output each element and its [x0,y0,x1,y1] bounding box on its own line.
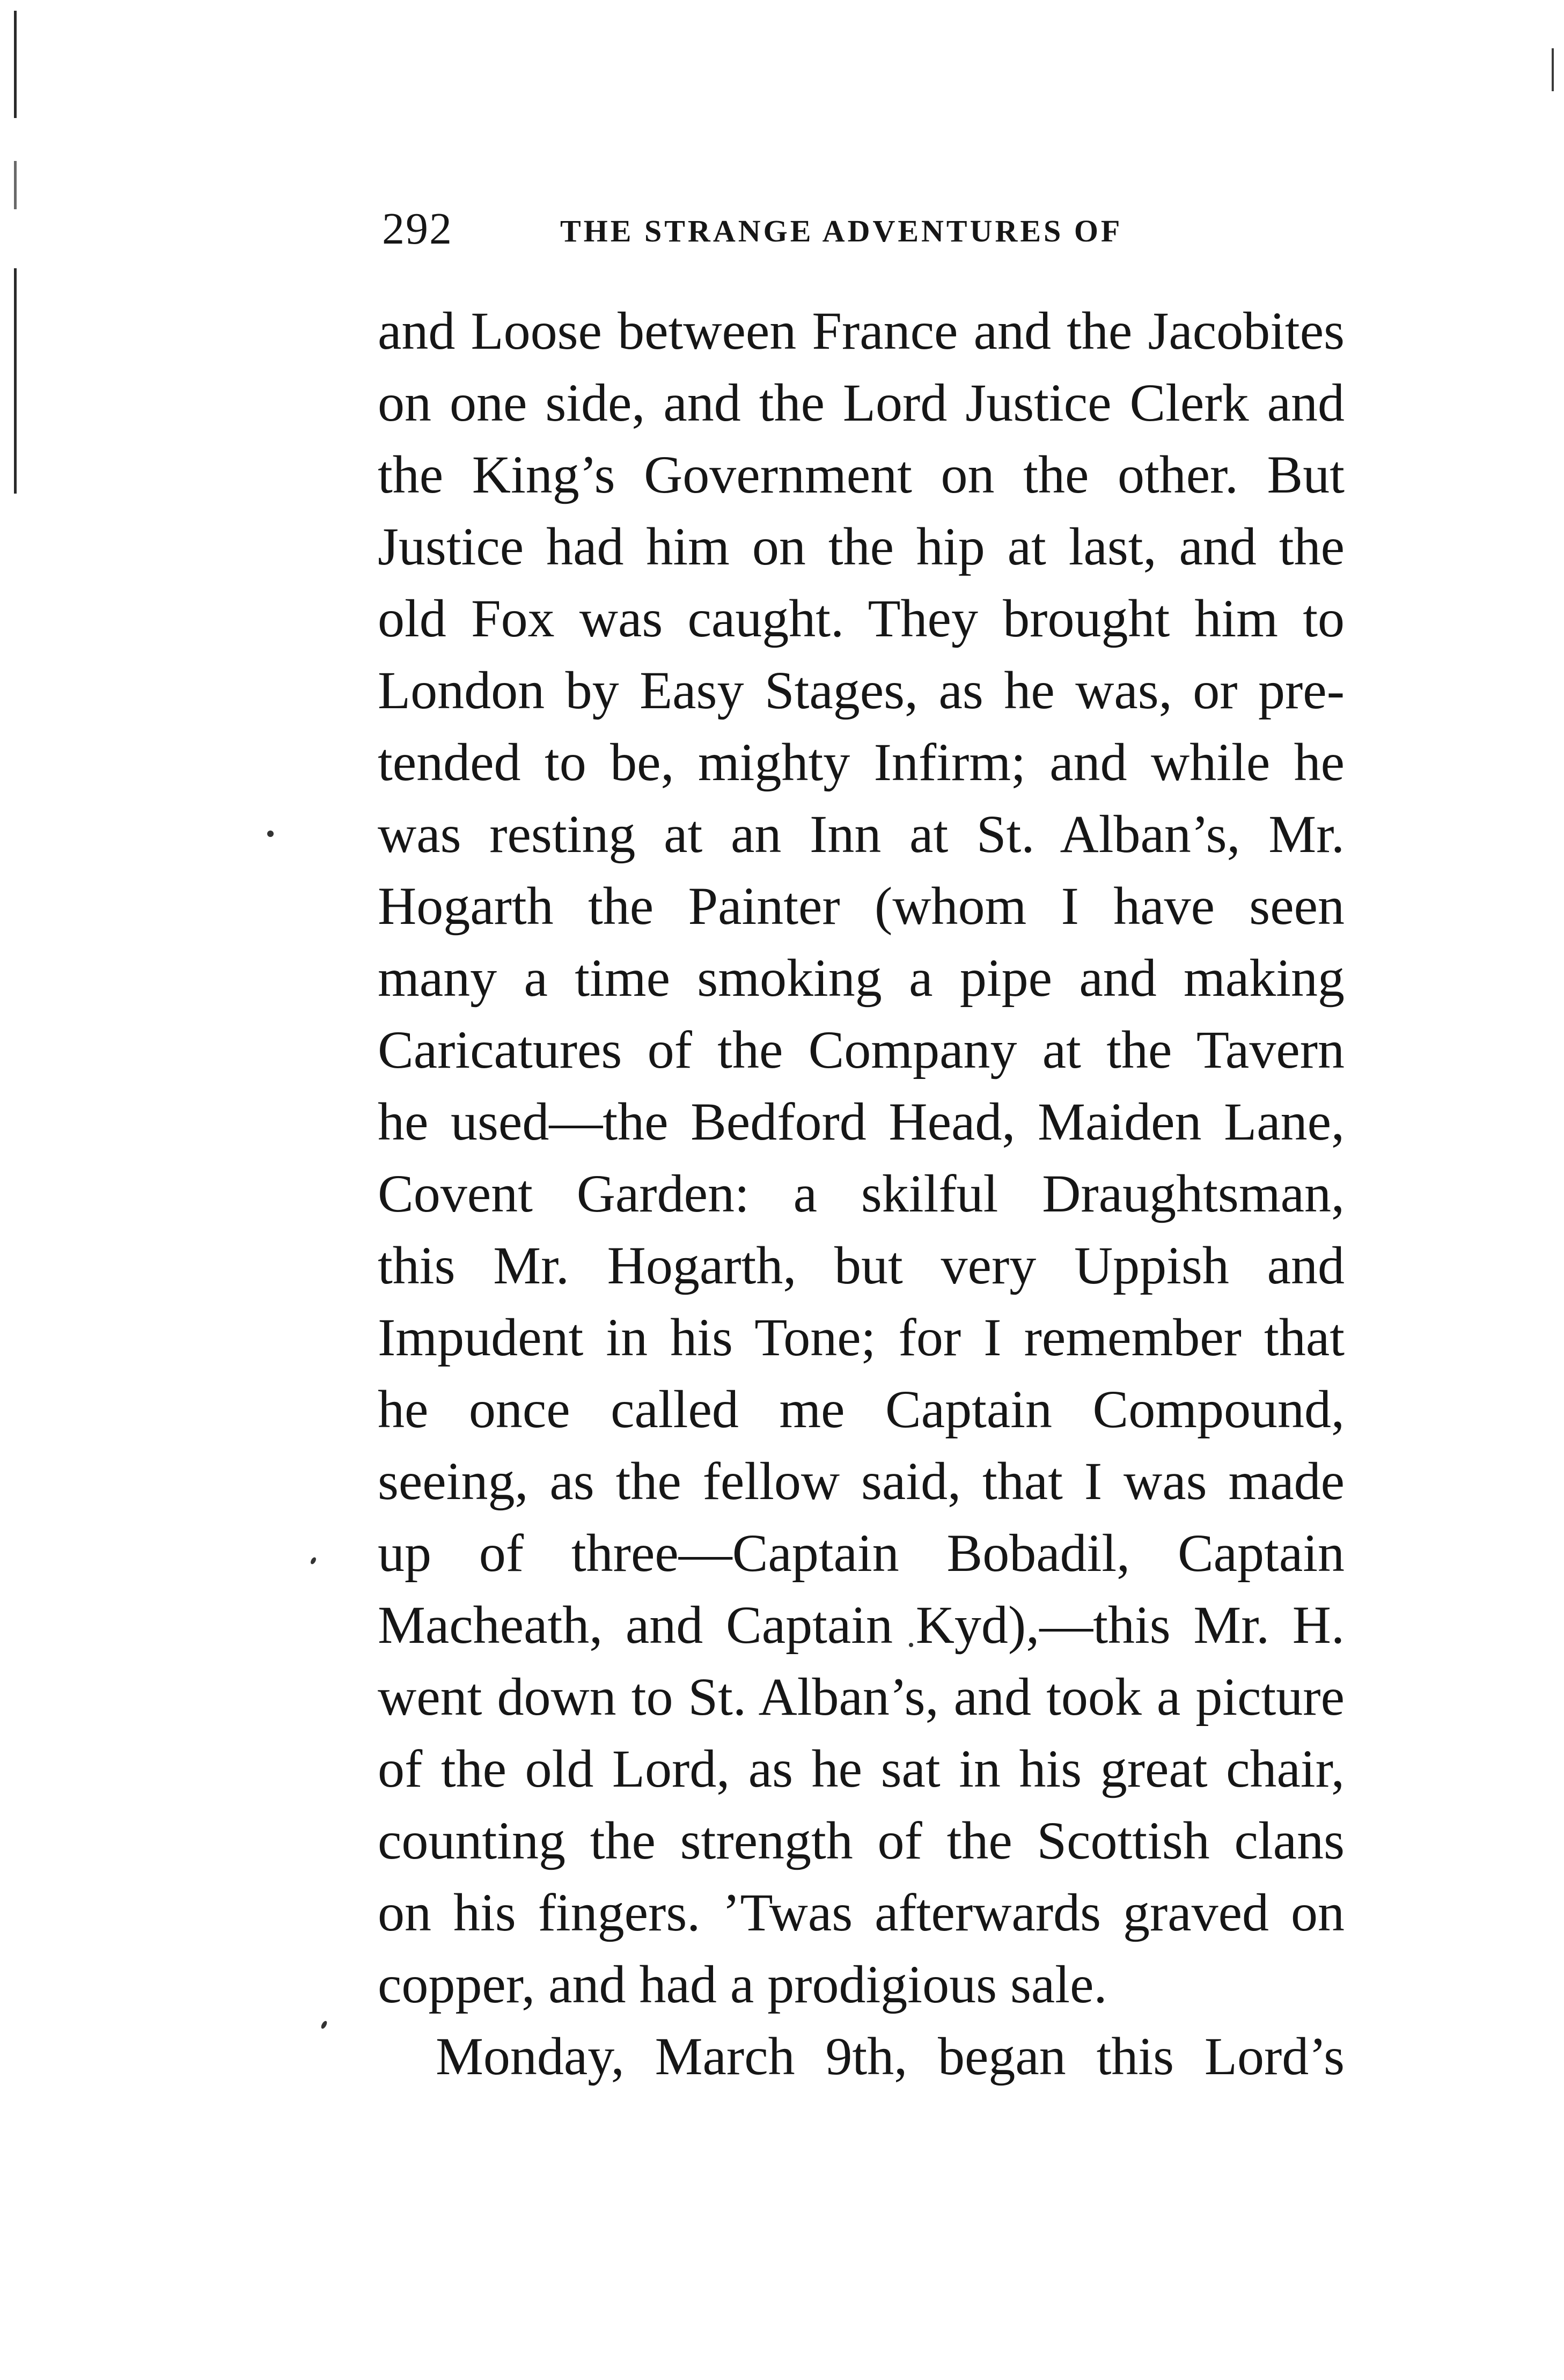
text-line: on one side, and the Lord Justice Clerk and [378,373,1345,432]
text-line: Impudent in his Tone; for I remember that [378,1307,1345,1367]
text-line: was resting at an Inn at St. Alban’s, Mr. [378,804,1345,864]
right-margin-mark [1552,48,1554,91]
paragraph-first-line: Monday, March 9th, began this Lord’s [436,2026,1345,2086]
text-line: Caricatures of the Company at the Tavern [378,1020,1345,1079]
page-header [382,200,1401,259]
text-line: the King’s Government on the other. But [378,445,1345,504]
margin-scan-line-middle [14,161,17,209]
text-line: he used—the Bedford Head, Maiden Lane, [378,1092,1345,1151]
text-line: this Mr. Hogarth, but very Uppish and [378,1236,1345,1295]
text-line: Covent Garden: a skilful Draughtsman, [378,1164,1345,1223]
margin-speck [267,831,274,837]
margin-speck [310,1556,317,1565]
text-line: London by Easy Stages, as he was, or pre- [378,660,1345,720]
text-line: on his fingers. ’Twas afterwards graved on [378,1883,1345,1942]
text-line: Hogarth the Painter (whom I have seen [378,876,1345,936]
text-line: many a time smoking a pipe and making [378,948,1345,1008]
text-line: up of three—Captain Bobadil, Captain [378,1523,1345,1583]
text-line: seeing, as the fellow said, that I was made [378,1451,1345,1511]
text-line: Justice had him on the hip at last, and the [378,517,1345,576]
text-line: tended to be, mighty Infirm; and while he [378,732,1345,792]
page-number: 292 [382,204,453,254]
margin-scan-line-top [14,11,17,118]
text-line: old Fox was caught. They brought him to [378,589,1345,648]
text-line: went down to St. Alban’s, and took a picture [378,1667,1345,1727]
text-line: and Loose between France and the Jacobites [378,301,1345,361]
text-line: of the old Lord, as he sat in his great chair, [378,1739,1345,1798]
margin-scan-line-lower [14,268,17,494]
text-line: Macheath, and Captain Kyd),—this Mr. H. [378,1595,1345,1655]
text-line: he once called me Captain Compound, [378,1379,1345,1439]
text-line: counting the strength of the Scottish clans [378,1811,1345,1870]
text-line: copper, and had a prodigious sale. [378,1955,1107,2014]
running-head: THE STRANGE ADVENTURES OF [560,214,1123,248]
margin-speck [320,2020,328,2030]
